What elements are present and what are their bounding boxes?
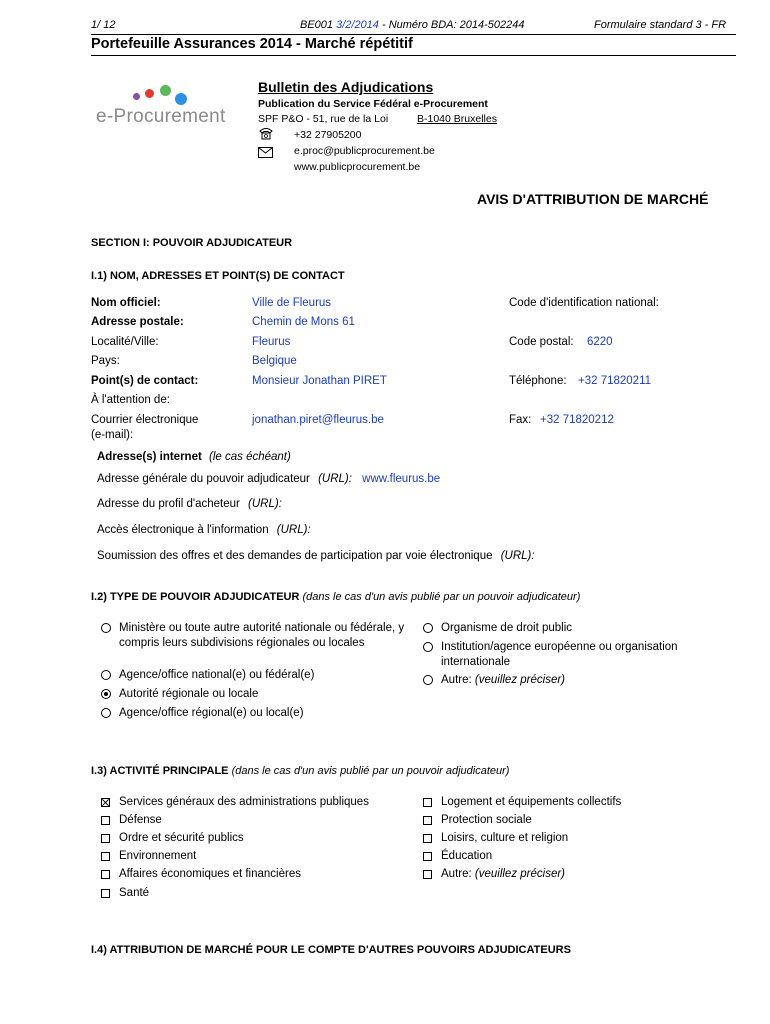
- option-note: (veuillez préciser): [474, 674, 565, 686]
- activity-option[interactable]: [101, 849, 196, 864]
- subsection-i3-note: (dans le cas d'un avis publié par un pouvoir adjudicateur): [231, 765, 510, 777]
- option-label: Autorité régionale ou locale: [119, 688, 259, 700]
- logo-dot-purple: [133, 93, 140, 100]
- form-code: BE001: [300, 19, 334, 31]
- internet-heading: [97, 451, 291, 463]
- subsection-i4-title: I.4) ATTRIBUTION DE MARCHÉ POUR LE COMPTE D'AUTRES POUVOIRS ADJUDICATEURS: [91, 944, 571, 956]
- option-label: Organisme de droit public: [441, 622, 573, 634]
- form-reference: [300, 19, 524, 31]
- buyer-profile-label: Adresse du profil d'acheteur: [97, 498, 240, 510]
- email-label-suffix: (e-mail):: [91, 429, 134, 441]
- radio-button[interactable]: [101, 708, 111, 718]
- checkbox[interactable]: [101, 816, 110, 825]
- activity-option[interactable]: [101, 867, 301, 882]
- activity-option[interactable]: [101, 886, 149, 901]
- option-label: Loisirs, culture et religion: [441, 832, 569, 844]
- radio-button-selected[interactable]: [101, 689, 111, 699]
- option-label: Défense: [119, 814, 162, 826]
- authority-type-option[interactable]: [101, 687, 258, 702]
- general-url-row: [97, 473, 440, 485]
- notice-title: AVIS D'ATTRIBUTION DE MARCHÉ: [477, 191, 709, 207]
- bulletin-subtitle: Publication du Service Fédéral e-Procurement: [258, 98, 488, 110]
- url-tag: (URL):: [500, 550, 535, 562]
- subsection-i3-heading: [91, 765, 509, 777]
- postal-address-label: Adresse postale:: [91, 316, 184, 328]
- contact-point-label: Point(s) de contact:: [91, 375, 199, 387]
- option-note: (veuillez préciser): [474, 868, 565, 880]
- radio-button[interactable]: [101, 670, 111, 680]
- option-label: Santé: [119, 887, 150, 899]
- email-value[interactable]: jonathan.piret@fleurus.be: [252, 414, 384, 426]
- subsection-i2-note: (dans le cas d'un avis publié par un pouvoir adjudicateur): [302, 591, 581, 603]
- section-title: SECTION I: POUVOIR ADJUDICATEUR: [91, 237, 293, 249]
- fax-value: +32 71820212: [540, 414, 614, 426]
- envelope-icon: [258, 147, 273, 161]
- authority-type-option[interactable]: [101, 621, 406, 651]
- bda-number: - Numéro BDA: 2014-502244: [381, 19, 525, 31]
- authority-type-option[interactable]: [101, 706, 304, 721]
- option-label: Agence/office régional(e) ou local(e): [119, 707, 304, 719]
- logo-dot-green: [160, 85, 171, 96]
- activity-option[interactable]: [101, 813, 162, 828]
- authority-type-option[interactable]: [423, 640, 723, 670]
- option-label: Agence/office national(e) ou fédéral(e): [119, 669, 315, 681]
- bulletin-website[interactable]: www.publicprocurement.be: [294, 161, 421, 173]
- national-id-label: Code d'identification national:: [509, 297, 659, 309]
- option-label: Environnement: [119, 850, 197, 862]
- option-label: Logement et équipements collectifs: [441, 796, 622, 808]
- activity-option[interactable]: [423, 813, 532, 828]
- postal-address-value: Chemin de Mons 61: [252, 316, 355, 328]
- submission-label: Soumission des offres et des demandes de participation par voie électronique: [97, 550, 493, 562]
- checkbox[interactable]: [101, 889, 110, 898]
- checkbox[interactable]: [423, 816, 432, 825]
- electronic-access-row: [97, 524, 311, 536]
- logo-dot-red: [145, 89, 154, 98]
- fax-label: Fax:: [509, 414, 532, 426]
- form-type: Formulaire standard 3 - FR: [594, 19, 727, 31]
- option-label: Autre:: [441, 674, 472, 686]
- activity-option[interactable]: [423, 867, 565, 882]
- option-label: Autre:: [441, 868, 472, 880]
- checkbox[interactable]: [101, 870, 110, 879]
- authority-type-option[interactable]: [101, 668, 314, 683]
- activity-option[interactable]: [101, 831, 244, 846]
- country-label: Pays:: [91, 355, 120, 367]
- electronic-access-label: Accès électronique à l'information: [97, 524, 269, 536]
- subsection-i2-heading: [91, 591, 580, 603]
- option-label: Protection sociale: [441, 814, 532, 826]
- phone-icon: [258, 127, 274, 143]
- option-label: Ministère ou toute autre autorité nationale ou fédérale, y compris leurs subdivisions régionales ou locales: [119, 622, 405, 649]
- phone-label: Téléphone:: [509, 375, 567, 387]
- country-value: Belgique: [252, 355, 297, 367]
- checkbox[interactable]: [423, 870, 432, 879]
- internet-note: (le cas échéant): [209, 451, 291, 463]
- option-label: Affaires économiques et financières: [119, 868, 301, 880]
- option-label: Services généraux des administrations publiques: [119, 796, 369, 808]
- submission-row: [97, 550, 535, 562]
- checkbox[interactable]: [423, 798, 432, 807]
- header-rule-bottom: [91, 55, 736, 56]
- document-title: Portefeuille Assurances 2014 - Marché répétitif: [91, 36, 413, 52]
- buyer-profile-row: [97, 498, 282, 510]
- checkbox-checked[interactable]: [101, 798, 110, 807]
- authority-type-option[interactable]: [423, 673, 565, 688]
- logo-dot-blue: [175, 93, 187, 105]
- general-url-label: Adresse générale du pouvoir adjudicateur: [97, 473, 310, 485]
- authority-type-option[interactable]: [423, 621, 572, 636]
- checkbox[interactable]: [423, 834, 432, 843]
- activity-option[interactable]: [423, 795, 621, 810]
- email-label: Courrier électronique: [91, 414, 199, 426]
- radio-button[interactable]: [423, 675, 433, 685]
- activity-option[interactable]: [101, 795, 369, 810]
- attention-label: À l'attention de:: [91, 394, 170, 406]
- contact-point-value: Monsieur Jonathan PIRET: [252, 375, 387, 387]
- url-tag: (URL):: [248, 498, 282, 510]
- radio-button[interactable]: [423, 642, 433, 652]
- subsection-i1-title: I.1) NOM, ADRESSES ET POINT(S) DE CONTACT: [91, 270, 345, 282]
- bulletin-city: B-1040 Bruxelles: [417, 113, 497, 125]
- phone-value: +32 71820211: [578, 375, 652, 387]
- page-number: 1/ 12: [91, 19, 116, 31]
- checkbox[interactable]: [101, 852, 110, 861]
- bulletin-email[interactable]: e.proc@publicprocurement.be: [294, 145, 435, 157]
- radio-button[interactable]: [423, 623, 433, 633]
- subsection-i3-title: I.3) ACTIVITÉ PRINCIPALE: [91, 765, 229, 777]
- subsection-i2-title: I.2) TYPE DE POUVOIR ADJUDICATEUR: [91, 591, 300, 603]
- postal-code-value: 6220: [587, 336, 613, 348]
- locality-label: Localité/Ville:: [91, 336, 159, 348]
- official-name-value: Ville de Fleurus: [252, 297, 332, 309]
- url-tag: (URL):: [318, 473, 352, 485]
- postal-code-label: Code postal:: [509, 336, 574, 348]
- bulletin-title: Bulletin des Adjudications: [258, 79, 434, 95]
- activity-option[interactable]: [423, 831, 568, 846]
- locality-value: Fleurus: [252, 336, 291, 348]
- option-label: Ordre et sécurité publics: [119, 832, 244, 844]
- url-tag: (URL):: [276, 524, 311, 536]
- internet-label: Adresse(s) internet: [97, 451, 202, 463]
- general-url-value[interactable]: www.fleurus.be: [362, 473, 441, 485]
- checkbox[interactable]: [101, 834, 110, 843]
- bulletin-address: SPF P&O - 51, rue de la Loi: [258, 113, 389, 125]
- official-name-label: Nom officiel:: [91, 297, 161, 309]
- bulletin-phone: +32 27905200: [294, 129, 362, 141]
- radio-button[interactable]: [101, 623, 111, 633]
- form-date: 3/2/2014: [336, 19, 379, 31]
- option-label: Institution/agence européenne ou organisation internationale: [441, 641, 678, 668]
- logo-text: e-Procurement: [96, 106, 226, 127]
- activity-option[interactable]: [423, 849, 492, 864]
- header-rule: [91, 34, 736, 35]
- checkbox[interactable]: [423, 852, 432, 861]
- option-label: Éducation: [441, 850, 493, 862]
